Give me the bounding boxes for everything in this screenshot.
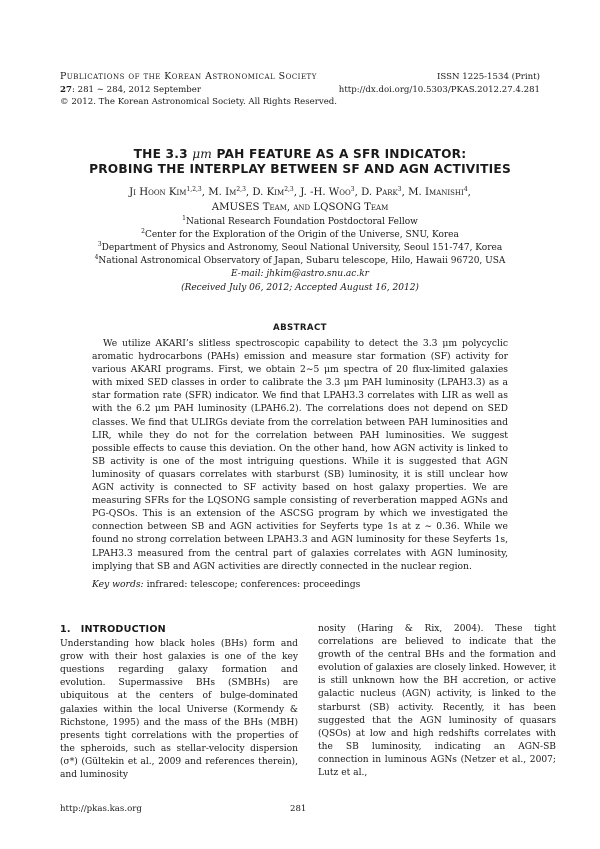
issn: ISSN 1225-1534 (Print) <box>437 72 540 82</box>
sep: , <box>293 187 301 198</box>
title-line-1 <box>60 147 540 162</box>
aff-sup: 2 <box>141 227 145 235</box>
section-number: 1. <box>60 624 71 635</box>
sep: , <box>245 187 253 198</box>
footer-url[interactable]: http://pkas.kas.org <box>60 804 142 814</box>
column-left <box>60 623 298 782</box>
aff-sup: 4 <box>94 254 99 262</box>
author: J. -H. Woo <box>300 187 351 198</box>
aff-text: National Astronomical Observatory of Japan, Subaru telescope, Hilo, Hawaii 96720, USA <box>98 256 506 267</box>
received-dates: (Received July 06, 2012; Accepted August 16, 2012) <box>181 282 419 293</box>
author-sup: 4 <box>463 186 468 193</box>
abstract-text: We utilize AKARI’s slitless spectroscopic capability to detect the 3.3 μm polycyclic aromatic hydrocarbons (PAHs) emission and measure star formation (SF) activity for various AKARI programs. First, we obtain 2∼5 μm spectra of 20 flux-limited galaxies with mixed SED classes in order to calibrate the 3.3 μm PAH luminosity (LPAH3.3) as a star formation rate (SFR) indicator. We find that LPAH3.3 correlates with LIR as well as with the 6.2 μm PAH luminosity (LPAH6.2). The correlations does not depend on SED classes. We find that ULIRGs deviate from the correlation between PAH luminosities and LIR, while they do not for the correlation between PAH luminosities. We suggest possible effects to cause this deviation. On the other hand, how AGN activity is linked to SB activity is one of the most intriguing questions. While it is suggested that AGN luminosity of quasars correlates with starburst (SB) luminosity, it is still unclear how AGN activity is connected to SF activity based on host galaxy properties. We are measuring SFRs for the LQSONG sample consisting of reverberation mapped AGNs and PG-QSOs. This is an extension of the ASCSG program by which we investigated the connection between SB and AGN activities for Seyferts type 1s at z ∼ 0.36. While we found no strong correlation between LPAH3.3 and AGN luminosity for these Seyferts 1s, LPAH3.3 measured from the central part of galaxies correlates with AGN luminosity, implying that SB and AGN activities are directly connected in the nuclear region. <box>92 338 508 572</box>
aff-sup: 3 <box>97 241 102 248</box>
aff-text: Center for the Exploration of the Origin of the Universe, SNU, Korea <box>144 229 459 240</box>
sep: , <box>354 187 362 198</box>
abstract-heading: ABSTRACT <box>273 323 327 333</box>
journal-name: Publications of the Korean Astronomical Society <box>60 71 317 82</box>
author-teams: AMUSES Team, and LQSONG Team <box>211 201 389 213</box>
volume-number: 27 <box>60 84 72 95</box>
sep: , <box>467 187 471 198</box>
author-list <box>60 186 540 201</box>
author-sup: 3 <box>397 186 402 193</box>
author-sup: 1,2,3 <box>186 186 202 193</box>
issn-block <box>339 71 540 96</box>
title-unit: μm <box>192 147 213 161</box>
section-heading <box>60 623 298 636</box>
aff-text: National Research Foundation Postdoctoral Fellow <box>185 216 418 227</box>
author: M. Im <box>208 187 237 198</box>
author-sup: 2,3 <box>236 186 246 193</box>
author: Ji Hoon Kim <box>129 187 187 198</box>
sep: , <box>201 187 209 198</box>
sep: , <box>401 187 409 198</box>
intro-paragraph: Understanding how black holes (BHs) form and grow with their host galaxies is one of the key questions regarding galaxy formation and evolution. Supermassive BHs (SMBHs) are ubiquitous at the centers of bulge-dominated galaxies within the local Universe (Kormendy & Richstone, 1995) and the mass of the BHs (MBH) presents tight correlations with the properties of the spheroids, such as stellar-velocity dispersion (σ*) (Gültekin et al., 2009 and references therein), and luminosity <box>60 639 298 781</box>
journal-header <box>60 71 337 109</box>
keywords-text: infrared: telescope; conferences: proceedings <box>143 579 361 590</box>
aff-text: Department of Physics and Astronomy, Seoul National University, Seoul 151-747, Korea <box>101 243 503 253</box>
title-line-2: PROBING THE INTERPLAY BETWEEN SF AND AGN ACTIVITIES <box>89 162 511 176</box>
intro-paragraph-continued: nosity (Haring & Rix, 2004). These tight correlations are believed to indicate that the growth of the central BHs and the formation and evolution of galaxies are closely linked. However, it is still unknown how the BH accretion, or active galactic nucleus (AGN) activity, is linked to the starburst (SB) activity. Recently, it has been suggested that the AGN luminosity of quasars (QSOs) at low and high redshifts correlates with the SB luminosity, indicating an AGN-SB connection in luminous AGNs (Netzer et al., 2007; Lutz et al., <box>318 624 556 779</box>
affiliation <box>60 242 540 255</box>
paper-title <box>60 147 540 177</box>
doi-link[interactable]: http://dx.doi.org/10.5303/PKAS.2012.27.4.281 <box>338 84 540 95</box>
author-sup: 3 <box>350 186 355 193</box>
page-range: : 281 ∼ 284, 2012 September <box>71 84 201 95</box>
column-right <box>318 623 556 780</box>
affiliation <box>60 255 540 268</box>
author: D. Kim <box>252 187 285 198</box>
affiliation <box>60 229 540 242</box>
title-part: THE 3.3 <box>133 147 193 161</box>
keywords <box>92 578 508 591</box>
aff-sup: 1 <box>182 214 186 222</box>
affiliation <box>60 216 540 229</box>
title-part: PAH FEATURE AS A SFR INDICATOR: <box>212 147 467 161</box>
keywords-label: Key words: <box>92 579 144 590</box>
author: M. Imanishi <box>408 187 464 198</box>
copyright: © 2012. The Korean Astronomical Society. All Rights Reserved. <box>60 97 338 107</box>
volume-line <box>60 84 337 97</box>
author: D. Park <box>361 187 398 198</box>
section-title: INTRODUCTION <box>80 624 166 635</box>
author-block <box>60 186 540 295</box>
author-email[interactable]: E-mail: jhkim@astro.snu.ac.kr <box>231 269 369 280</box>
author-sup: 2,3 <box>284 186 294 193</box>
page-number: 281 <box>290 804 307 814</box>
